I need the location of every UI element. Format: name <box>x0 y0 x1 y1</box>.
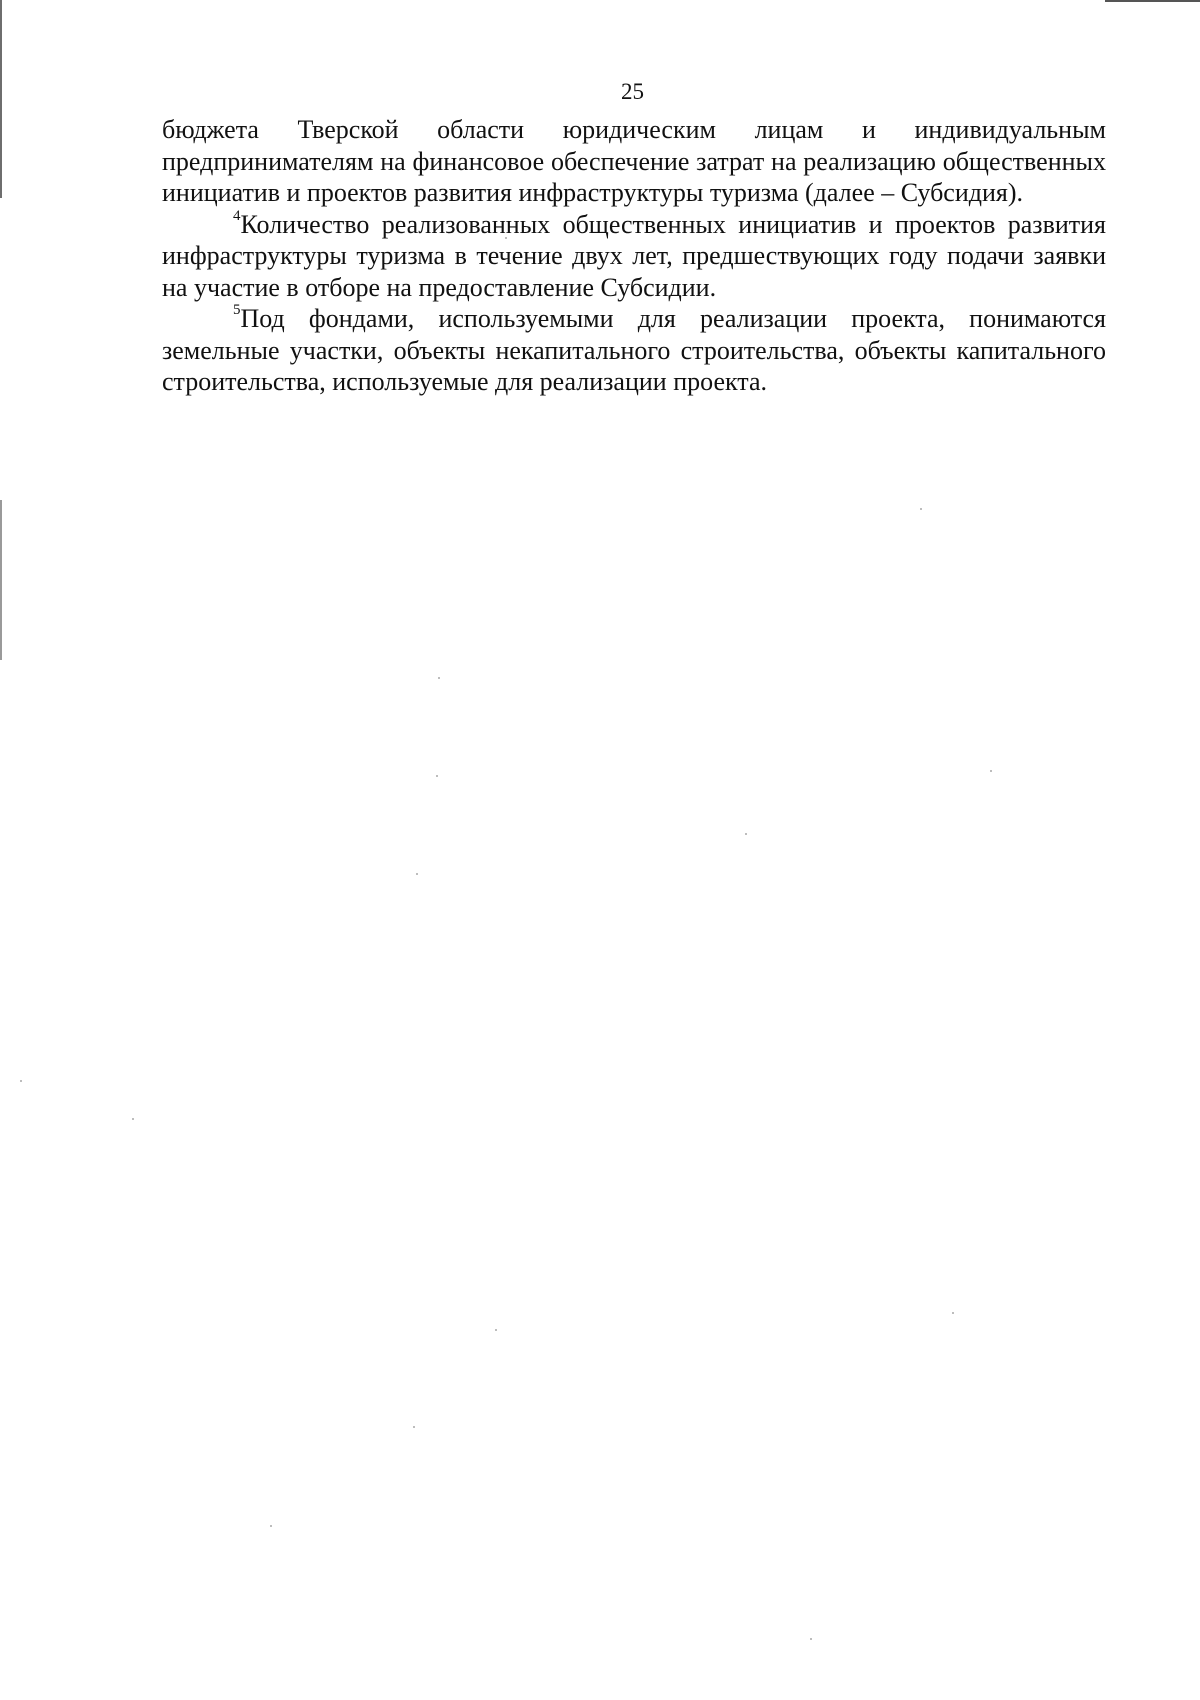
scan-edge-left-lower <box>0 500 2 660</box>
footnote-text: Под фондами, используемыми для реализации проекта, понимаются земельные участки, объекты некапитального строительства, объекты капитального строительства, используемые для реализации проекта. <box>162 304 1106 396</box>
scan-speck <box>270 1525 272 1527</box>
scan-speck <box>20 1080 22 1082</box>
document-body <box>162 114 1106 398</box>
page-number: 25 <box>621 79 644 104</box>
scan-speck <box>416 873 418 875</box>
scan-speck <box>745 833 747 835</box>
scan-speck <box>952 1312 954 1314</box>
scan-speck <box>990 770 992 772</box>
scan-speck <box>920 508 922 510</box>
footnote-marker: 4 <box>233 207 241 224</box>
footnote-4 <box>162 209 1106 304</box>
paragraph-continuation <box>162 114 1106 209</box>
footnote-marker: 5 <box>233 302 241 319</box>
scan-speck <box>413 1426 415 1428</box>
scan-speck <box>436 775 438 777</box>
scan-speck <box>810 1638 812 1640</box>
scan-edge-top <box>1105 0 1200 2</box>
footnote-text: Количество реализованных общественных инициатив и проектов развития инфраструктуры туризма в течение двух лет, предшествующих году подачи заявки на участие в отборе на предоставление Субсидии. <box>162 209 1106 302</box>
scan-speck <box>495 1329 497 1331</box>
scan-speck <box>132 1118 134 1120</box>
footnote-5 <box>162 303 1106 398</box>
paragraph-text: бюджета Тверской области юридическим лицам и индивидуальным предпринимателям на финансовое обеспечение затрат на реализацию общественных инициатив и проектов развития инфраструктуры туризма (далее – Субсидия). <box>162 115 1106 207</box>
scan-speck <box>438 677 440 679</box>
